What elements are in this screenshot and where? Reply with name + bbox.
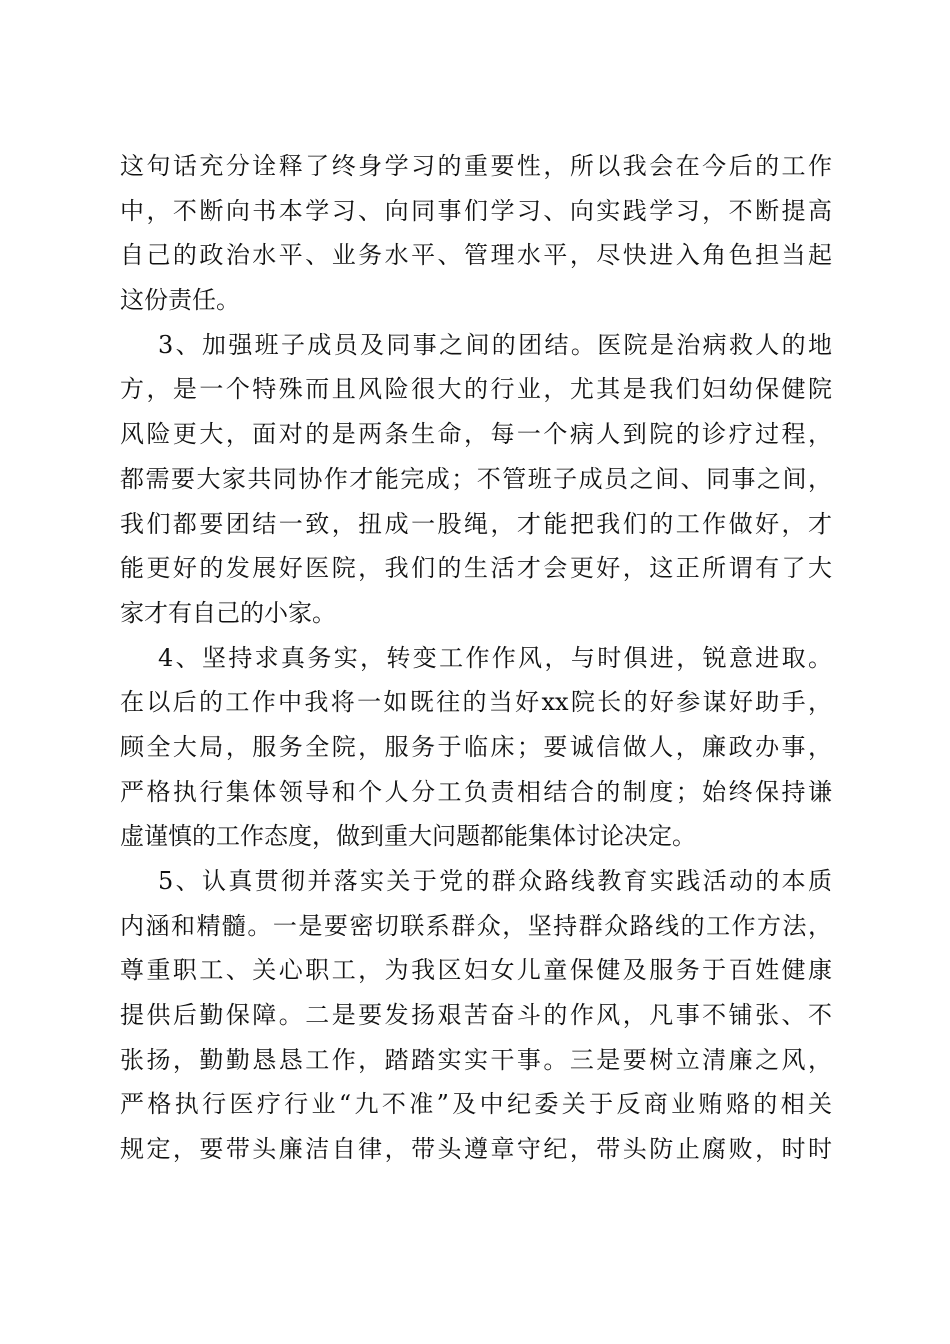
text-line: 顾全大局，服务全院，服务于临床；要诚信做人，廉政办事， (120, 732, 832, 761)
text-line: 张扬，勤勤恳恳工作，踏踏实实干事。三是要树立清廉之风， (120, 1045, 832, 1074)
text-line: 风险更大，面对的是两条生命，每一个病人到院的诊疗过程， (120, 420, 832, 449)
document-body (120, 144, 832, 1172)
text-line: 方，是一个特殊而且风险很大的行业，尤其是我们妇幼保健院 (120, 375, 832, 404)
paragraph-5-first-line: 5、认真贯彻并落实关于党的群众路线教育实践活动的本质 (158, 867, 832, 895)
text-line: 规定，要带头廉洁自律，带头遵章守纪，带头防止腐败，时时 (120, 1135, 832, 1164)
text-line: 严格执行医疗行业“九不准”及中纪委关于反商业贿赂的相关 (120, 1090, 832, 1119)
text-line: 尊重职工、关心职工，为我区妇女儿童保健及服务于百姓健康 (120, 956, 832, 985)
text-line: 都需要大家共同协作才能完成；不管班子成员之间、同事之间， (120, 464, 832, 493)
text-line: 能更好的发展好医院，我们的生活才会更好，这正所谓有了大 (120, 554, 832, 583)
text-line: 家才有自己的小家。 (120, 598, 336, 627)
text-line: 这句话充分诠释了终身学习的重要性，所以我会在今后的工作 (120, 152, 832, 180)
text-line: 这份责任。 (120, 286, 240, 315)
text-line: 虚谨慎的工作态度，做到重大问题都能集体讨论决定。 (120, 822, 696, 851)
paragraph-4-first-line: 4、坚持求真务实，转变工作作风，与时俱进，锐意进取。 (158, 643, 832, 672)
text-line: 中，不断向书本学习、向同事们学习、向实践学习，不断提高 (120, 196, 832, 225)
text-line: 严格执行集体领导和个人分工负责相结合的制度；始终保持谦 (120, 777, 832, 806)
text-line: 自己的政治水平、业务水平、管理水平，尽快进入角色担当起 (120, 241, 832, 270)
text-line: 内涵和精髓。一是要密切联系群众，坚持群众路线的工作方法， (120, 911, 832, 940)
text-line: 提供后勤保障。二是要发扬艰苦奋斗的作风，凡事不铺张、不 (120, 1001, 832, 1030)
text-line: 在以后的工作中我将一如既往的当好xx院长的好参谋好助手， (120, 688, 832, 717)
text-line: 我们都要团结一致，扭成一股绳，才能把我们的工作做好，才 (120, 509, 832, 538)
paragraph-3-first-line: 3、加强班子成员及同事之间的团结。医院是治病救人的地 (158, 330, 832, 359)
